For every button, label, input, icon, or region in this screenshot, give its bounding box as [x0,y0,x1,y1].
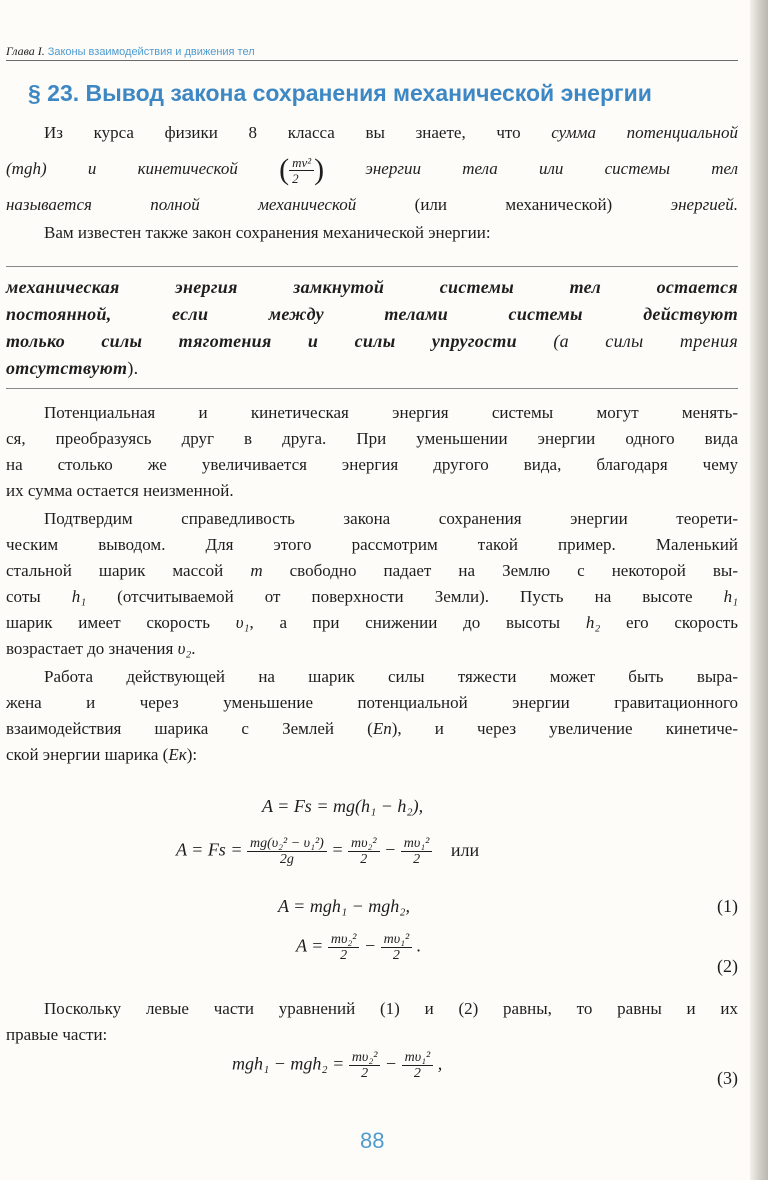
running-header [6,44,738,59]
law-rule-top [6,266,738,267]
paragraph-4: Поскольку левые части уравнений (1) и (2) равны, то равны и их правые части: [6,999,738,1044]
conservation-law-statement [6,274,738,382]
kinetic-energy-fraction: $\frac{\text{mv²}}{2}$ [289,155,314,186]
equation-1: A = mgh₁ − mgh₂, [278,896,410,916]
intro-line-4: Вам известен также закон сохранения механической энергии: [44,223,491,242]
equation-1-number: (1) [717,896,738,916]
equation-work-force: A = Fs = mg(h₁ − h₂), [262,796,424,816]
header-rule [6,60,738,61]
intro-line-3: называется полной механической (или механической) энергией. [6,195,738,214]
equation-3-number: (3) [717,1068,738,1088]
law-line-4: отсутствуют). [6,358,139,378]
paragraph-1: Потенциальная и кинетическая энергия системы могут менять- ся, преобразуясь друг в друга. При уменьшении энергии одного вида на столько же увеличивается энергия другого вида, благодаря чему их сумма остается неизменной. [6,403,738,500]
paragraph-3: Работа действующей на шарик силы тяжести может быть выра- жена и через уменьшение потенциальной энергии гравитационного взаимодействия шарика с Землей (Eп), и через увеличение кинетиче- ской энергии шарика (Eк): [6,667,738,764]
chapter-title: Законы взаимодействия и движения тел [47,46,255,58]
textbook-page [6,0,738,1180]
law-line-1: механическая энергия замкнутой системы тел остается [6,277,738,297]
equation-3: mgh₁ − mgh₂ = $\frac{\text{mυ₂²}}{2}$ − $\frac{\text{mυ₁²}}{2}$ , [232,1050,443,1081]
equation-work-expanded: A = Fs = $\frac{\text{mg(υ₂² − υ₁²)}}{2g}$ = $\frac{\text{mυ₂²}}{2}$ − $\frac{\text{mυ₁²}}{2}$ или [176,836,480,867]
page-edge-shadow [750,0,768,1180]
chapter-label: Глава I. [6,44,45,58]
intro-line-1: Из курса физики 8 класса вы знаете, что сумма потенциальной [44,123,738,142]
law-line-2: постоянной, если между телами системы действуют [6,304,738,324]
intro-line-2: (mgh) и кинетической ( $\frac{\text{mv²}}{2}$ ) энергии тела или системы тел [6,153,739,187]
equation-2: A = $\frac{\text{mυ₂²}}{2}$ − $\frac{\text{mυ₁²}}{2}$ . [296,932,422,963]
intro-paragraph [6,118,738,246]
equation-2-number: (2) [717,956,738,976]
page-number: 88 [360,1128,385,1153]
law-rule-bottom [6,388,738,389]
law-line-3: только силы тяготения и силы упругости (а силы трения [6,331,738,351]
paragraph-2: Подтвердим справедливость закона сохранения энергии теорети- ческим выводом. Для этого рассмотрим такой пример. Маленький стальной шарик массой m свободно падает на Землю с некоторой вы- соты h₁ (отсчитываемой от поверхности Земли). Пусть на высоте h₁ шарик имеет скорость υ₁, а при снижении до высоты h₂ его скорость возрастает до значения υ₂. [6,509,738,658]
section-title: § 23. Вывод закона сохранения механической энергии [28,80,652,106]
